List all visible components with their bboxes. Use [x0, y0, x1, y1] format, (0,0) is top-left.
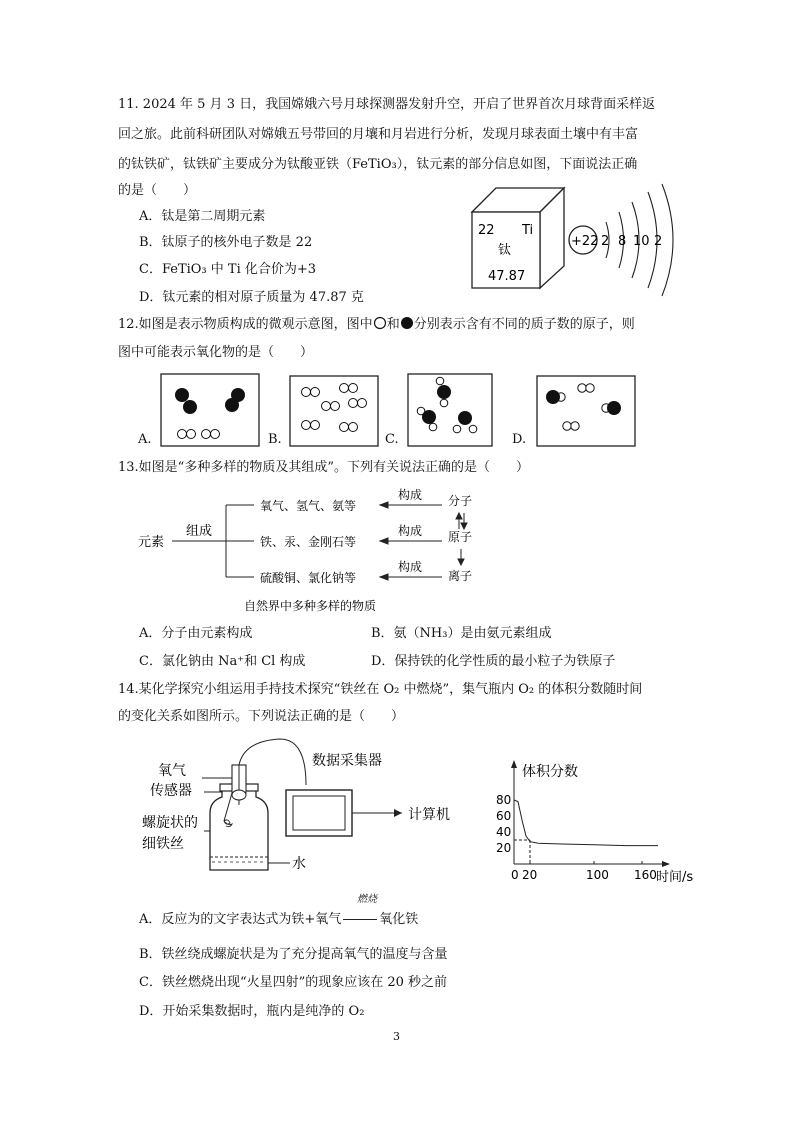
- q14-option-d: D．开始采集数据时，瓶内是纯净的 O₂: [139, 1004, 365, 1019]
- y-tick-label: 20: [496, 841, 512, 855]
- q14-line2: 的变化关系如图所示。下列说法正确的是（ ）: [118, 709, 405, 724]
- x-tick-label: 20: [522, 868, 538, 882]
- q11-line3: 的钛铁矿，钛铁矿主要成分为钛酸亚铁（FeTiO₃），钛元素的部分信息如图，下面说法正确: [118, 157, 638, 172]
- nucleus-charge: +22: [571, 234, 599, 249]
- q13-option-a: A．分子由元素构成: [139, 626, 253, 641]
- atomic-number: 22: [478, 223, 495, 238]
- arrow-label-2: 构成: [398, 524, 423, 538]
- q12-diagram-c: [407, 373, 493, 447]
- element-symbol: Ti: [522, 223, 534, 238]
- diagram-row-molecules: 氧气、氢气、氨等: [260, 499, 357, 513]
- diagram-row-atoms: 铁、汞、金刚石等: [260, 535, 357, 549]
- q12-line1-a: 12.如图是表示物质构成的微观示意图，图中: [118, 317, 373, 332]
- q14-option-a: [139, 910, 418, 930]
- q14-line1: 14.某化学探究小组运用手持技术探究“铁丝在 O₂ 中燃烧”，集气瓶内 O₂ 的体积分数随时间: [118, 682, 643, 697]
- q13-option-c: C．氯化钠由 Na⁺和 Cl 构成: [139, 654, 306, 669]
- particle-ion: 离子: [448, 569, 473, 583]
- x-tick-label: 100: [586, 868, 609, 882]
- q12-line2: 图中可能表示氧化物的是（ ）: [118, 345, 314, 360]
- q14-volume-fraction-chart: [492, 752, 702, 884]
- wire-label-2: 细铁丝: [142, 836, 184, 852]
- computer-label: 计算机: [408, 807, 450, 823]
- q13-line1: 13.如图是“多种多样的物质及其组成”。下列有关说法正确的是（ ）: [118, 460, 529, 475]
- q11-option-c: C．FeTiO₃ 中 Ti 化合价为+3: [139, 262, 317, 277]
- q11-option-a: A．钛是第二周期元素: [139, 209, 266, 224]
- page-number: 3: [393, 1030, 400, 1043]
- x-tick-label: 160: [634, 868, 657, 882]
- q12-diagram-d: [536, 375, 636, 447]
- sensor-label-1: 氧气: [158, 763, 186, 779]
- white-atom-icon: [373, 316, 387, 330]
- diagram-row-ions: 硫酸铜、氯化钠等: [260, 571, 357, 585]
- reaction-arrow-line: [343, 919, 377, 921]
- q11-line1: 11. 2024 年 5 月 3 日，我国嫦娥六号月球探测器发射升空，开启了世界首次月球背面采样返: [118, 97, 656, 112]
- wire-label-1: 螺旋状的: [142, 815, 198, 831]
- q12-line1: [118, 315, 635, 335]
- q11-option-d: D．钛元素的相对原子质量为 47.87 克: [139, 290, 364, 305]
- arrow-label-1: 构成: [398, 488, 423, 502]
- series-line: [514, 800, 658, 846]
- sensor-label-2: 传感器: [150, 783, 192, 799]
- q11-line2: 回之旅。此前科研团队对嫦娥五号带回的月壤和月岩进行分析，发现月球表面土壤中有丰富: [118, 127, 639, 142]
- q12-diagram-a: [160, 373, 260, 447]
- q12-diagram-b: [289, 375, 379, 447]
- y-tick-label: 40: [496, 825, 512, 839]
- q13-option-b: B．氨（NH₃）是由氨元素组成: [371, 626, 552, 641]
- water-label: 水: [292, 856, 306, 872]
- x-axis-label: 时间/s: [656, 870, 694, 884]
- arrow-label-3: 构成: [398, 560, 423, 574]
- diagram-element-root: 元素: [138, 535, 165, 550]
- q12-line1-c: 分别表示含有不同的质子数的原子，则: [413, 317, 635, 332]
- shell-1-electrons: 2: [601, 234, 610, 249]
- atomic-mass: 47.87: [488, 269, 526, 284]
- q11-line4: 的是（ ）: [118, 183, 197, 198]
- particle-molecule: 分子: [448, 494, 473, 508]
- q14-option-b: B．铁丝绕成螺旋状是为了充分提高氧气的温度与含量: [139, 947, 448, 962]
- diagram-compose-label: 组成: [186, 524, 213, 539]
- shell-3-electrons: 10: [633, 234, 650, 249]
- element-name: 钛: [498, 243, 512, 258]
- atom-structure-diagram: [566, 180, 676, 300]
- collector-label: 数据采集器: [312, 753, 382, 769]
- q14-option-c: C．铁丝燃烧出现“火星四射”的现象应该在 20 秒之前: [139, 975, 448, 990]
- element-card: [466, 182, 576, 292]
- y-axis-arrow: [511, 760, 517, 768]
- q12-label-b: B.: [268, 432, 282, 447]
- q12-label-a: A.: [138, 432, 152, 447]
- q13-option-d: D．保持铁的化学性质的最小粒子为铁原子: [371, 654, 616, 669]
- shell-2-electrons: 8: [618, 234, 627, 249]
- q14-option-a-pre: A．反应为的文字表达式为铁+氧气: [139, 912, 342, 927]
- q14-option-a-post: 氧化铁: [379, 912, 419, 927]
- reaction-condition: 燃烧: [357, 894, 377, 905]
- q12-line1-b: 和: [386, 317, 400, 332]
- particle-atom: 原子: [448, 530, 473, 544]
- y-tick-label: 60: [496, 809, 512, 823]
- diagram-caption: 自然界中多种多样的物质: [244, 599, 377, 613]
- x-tick-label: 0: [511, 868, 519, 882]
- y-axis-label: 体积分数: [522, 764, 578, 780]
- q14-apparatus-diagram: [140, 735, 470, 885]
- q12-label-c: C.: [385, 432, 399, 447]
- y-tick-label: 80: [496, 793, 512, 807]
- black-atom-icon: [400, 316, 414, 330]
- x-axis-arrow: [662, 861, 670, 867]
- shell-4-electrons: 2: [654, 234, 663, 249]
- q13-matter-diagram: [130, 483, 490, 613]
- q12-label-d: D.: [512, 432, 527, 447]
- q11-option-b: B．钛原子的核外电子数是 22: [139, 235, 313, 250]
